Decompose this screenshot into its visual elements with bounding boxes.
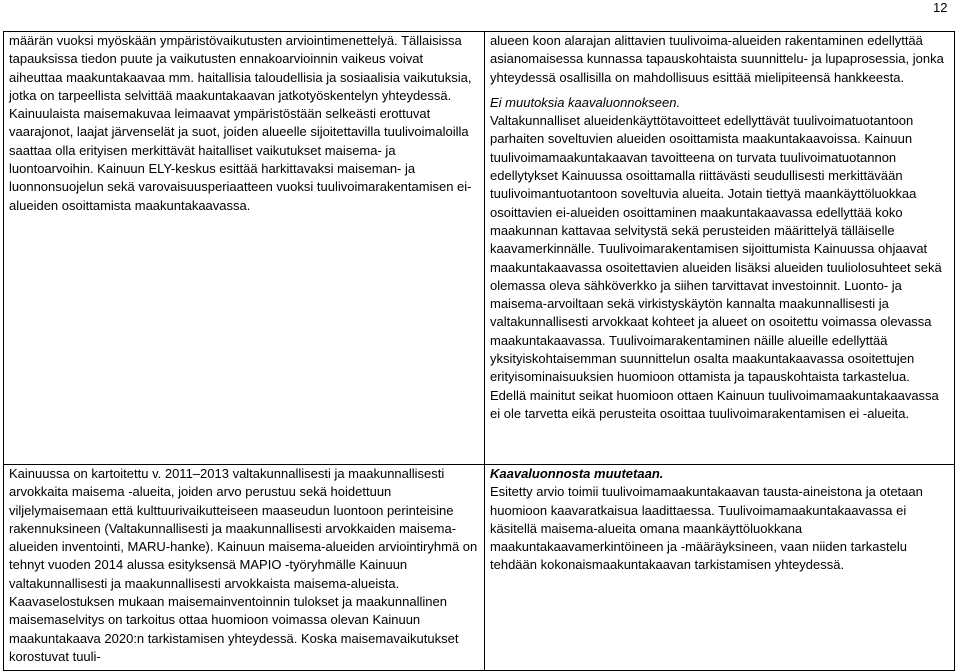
statement-cell [4,465,485,671]
response-body: Esitetty arvio toimii tuulivoimamaakuntakaavan tausta-aineistona ja otetaan huomioon kaavaratkaisua laadittaessa. Tuulivoimamaakuntakaavassa ei käsitellä maisema-alueita omana maankäyttöluokkana maakuntakaavamerkintöineen ja -määräyksineen, vaan niiden tarkastelu tehdään kokonaismaakuntakaavan tarkistamisen yhteydessä. [490,484,923,573]
response-cell [485,465,955,671]
page-number: 12 [933,0,948,15]
response-heading: Kaavaluonnosta muutetaan. [490,466,664,481]
statement-paragraph: määrän vuoksi myöskään ympäristövaikutusten arviointimenettelyä. Tällaisissa tapauksissa tiedon puute ja vaikutusten ennakoarvioinnin vaikeus voivat aiheuttaa maakuntakaavaa mm. haitallisia taloudellisia ja sosiaalisia vaikutuksia, jotka on tarpeellista selvittää maakuntakaavan jatkotyöskentelyn yhteydessä. [9,33,472,103]
table-row [4,32,955,465]
response-cell [485,32,955,465]
statement-response-table [3,31,955,671]
response-body: Valtakunnalliset alueidenkäyttötavoitteet edellyttävät tuulivoimatuotantoon parhaiten soveltuvien alueiden osoittamista maakuntakaavoissa. Kainuun tuulivoimamaakuntakaavan tavoitteena on turvata tuulivoimatuotannon edellytykset Kainuussa osoittamalla riittävästi seudullisesti merkittävään tuulivoimantuotantoon soveltuvia alueita. Jotain tiettyä maankäyttöluokkaa osoittavien ei-alueiden osoittaminen maakuntakaavassa edellyttää koko maakunnan kattavaa selvitystä sekä perusteiden määrittelyä tälläiselle kaavamerkinnälle. Tuulivoimarakentamisen sijoittumista Kainuussa ohjaavat maakuntakaavassa osoitettavien alueiden lisäksi alueiden tuuliolosuhteet sekä olemassa oleva sähköverkko ja siihen tarvittavat investoinnit. Luonto- ja maisema-arvoiltaan sekä virkistyskäytön kannalta maakunnallisesti ja valtakunnallisesti arvokkaat kohteet ja alueet on osoitettu voimassa olevassa maakuntakaavassa. Tuulivoimarakentaminen näille alueille edellyttää yksityiskohtaisemman suunnittelun osalta maakuntakaavassa osoitettujen erityisominaisuuksien huomioon ottamista ja tapauskohtaista tarkastelua. [490,113,942,385]
table-row [4,465,955,671]
response-intro: alueen koon alarajan alittavien tuulivoima-alueiden rakentaminen edellyttää asianomaisessa kunnassa tapauskohtaista suunnittelu- ja lupaprosessia, jonka yhteydessä osallisilla on mahdollisuus esittää mielipiteensä hankkeesta. [490,33,944,85]
statement-paragraph: Kainuussa on kartoitettu v. 2011–2013 valtakunnallisesti ja maakunnallisesti arvokkaita maisema -alueita, joiden arvo perustuu sekä hoidettuun viljelymaisemaan että kulttuurivaikutteiseen maaseudun luontoon perinteisine rakennuksineen (Valtakunnallisesti ja maakunnallisesti arvokkaiden maisema-alueiden inventointi, MARU-hanke). Kainuun maisema-alueiden arviointiryhmä on tehnyt vuoden 2014 alussa esityksensä MAPIO -työryhmälle Kainuun valtakunnallisesti ja maakunnallisesti arvokkaista maisema-alueista. Kaavaselostuksen mukaan maisemainventoinnin tulokset ja maakunnallinen maisemaselvitys on tarkoitus ottaa huomioon voimassa olevan Kainuun maakuntakaava 2020:n tarkistamisen yhteydessä. Koska maisemavaikutukset korostuvat tuuli- [9,466,478,664]
response-heading: Ei muutoksia kaavaluonnokseen. [490,94,681,110]
response-closing: Edellä mainitut seikat huomioon ottaen Kainuun tuulivoimamaakuntakaavassa ei ole tarvetta eikä perusteita osoittaa tuulivoimarakentamisen ei -alueita. [490,387,939,421]
statement-paragraph: Kainuulaista maisemakuvaa leimaavat ympäristöstään selkeästi erottuvat vaarajonot, laajat järvenselät ja suot, joiden alueelle sijoitettavilla tuulivoimaloilla saattaa olla erityisen merkittävät haitalliset vaikutukset maisema- ja luontoarvoihin. Kainuun ELY-keskus esittää harkittavaksi maiseman- ja luonnonsuojelun sekä varovaisuusperiaatteen vuoksi tuulivoimarakentamisen ei-alueiden osoittamista maakuntakaavassa. [9,106,472,213]
statement-cell [4,32,485,465]
